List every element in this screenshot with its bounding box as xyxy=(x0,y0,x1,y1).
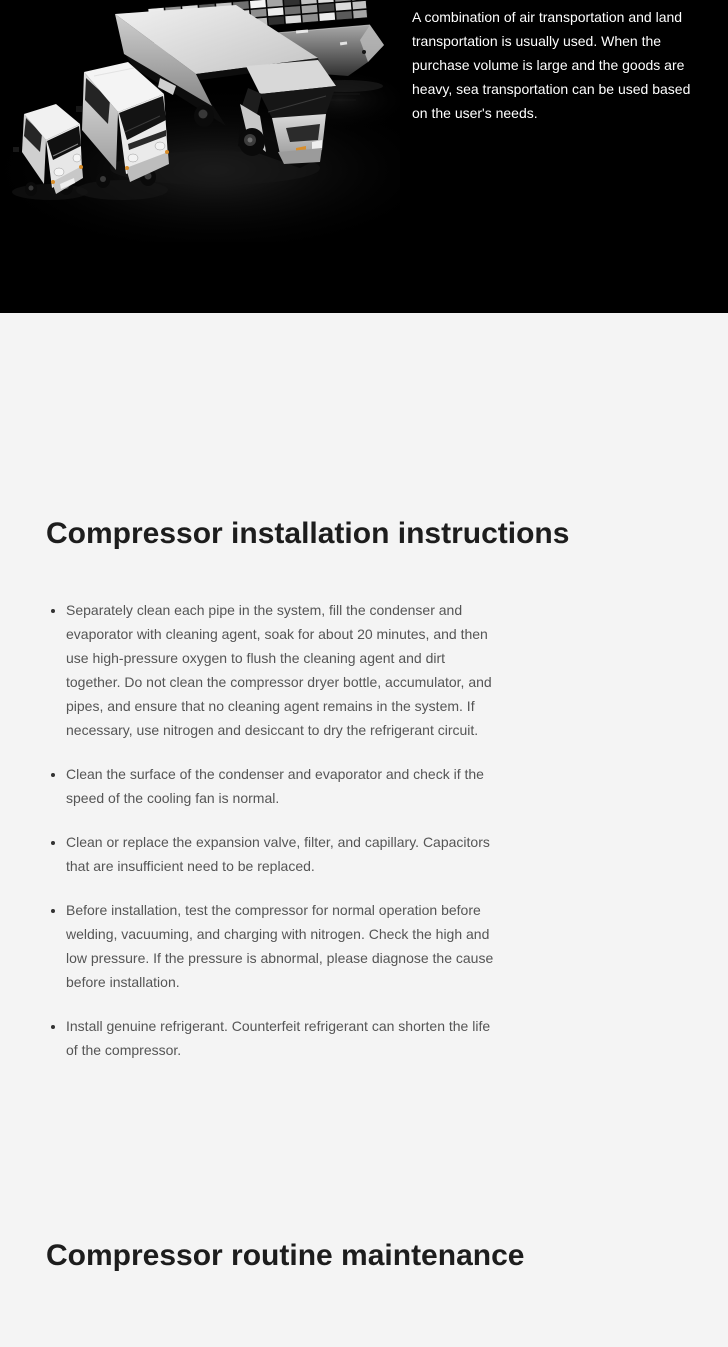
hero-paragraph: A combination of air transportation and land transportation is usually used. When the purchase volume is large and the goods are heavy, sea transportation can be used based on the user's needs. xyxy=(412,9,691,121)
maintenance-section xyxy=(46,1238,728,1273)
install-section xyxy=(46,516,728,1062)
list-item: • Clean the surface of the condenser and evaporator and check if the speed of the cooling fan is normal. xyxy=(66,762,500,810)
list-item: • Install genuine refrigerant. Counterfeit refrigerant can shorten the life of the compressor. xyxy=(66,1014,500,1062)
install-heading: Compressor installation instructions xyxy=(46,517,570,550)
main-content xyxy=(0,516,728,1273)
hero-section xyxy=(0,0,728,313)
list-item: • Separately clean each pipe in the system, fill the condenser and evaporator with cleaning agent, soak for about 20 minutes, and then use high-pressure oxygen to flush the cleaning agent and dirt together. Do not clean the compressor dryer bottle, accumulator, and pipes, and ensure that no cleaning agent remains in the system. If necessary, use nitrogen and desiccant to dry the refrigerant circuit. xyxy=(66,598,500,742)
install-list xyxy=(46,598,728,1062)
logistics-photo xyxy=(0,0,400,242)
list-item: • Before installation, test the compressor for normal operation before welding, vacuuming, and charging with nitrogen. Check the high and low pressure. If the pressure is abnormal, please diagnose the cause before installation. xyxy=(66,898,500,994)
maintenance-heading: Compressor routine maintenance xyxy=(46,1239,525,1272)
logistics-illustration xyxy=(0,0,400,242)
list-item: • Clean or replace the expansion valve, filter, and capillary. Capacitors that are insufficient need to be replaced. xyxy=(66,830,500,878)
